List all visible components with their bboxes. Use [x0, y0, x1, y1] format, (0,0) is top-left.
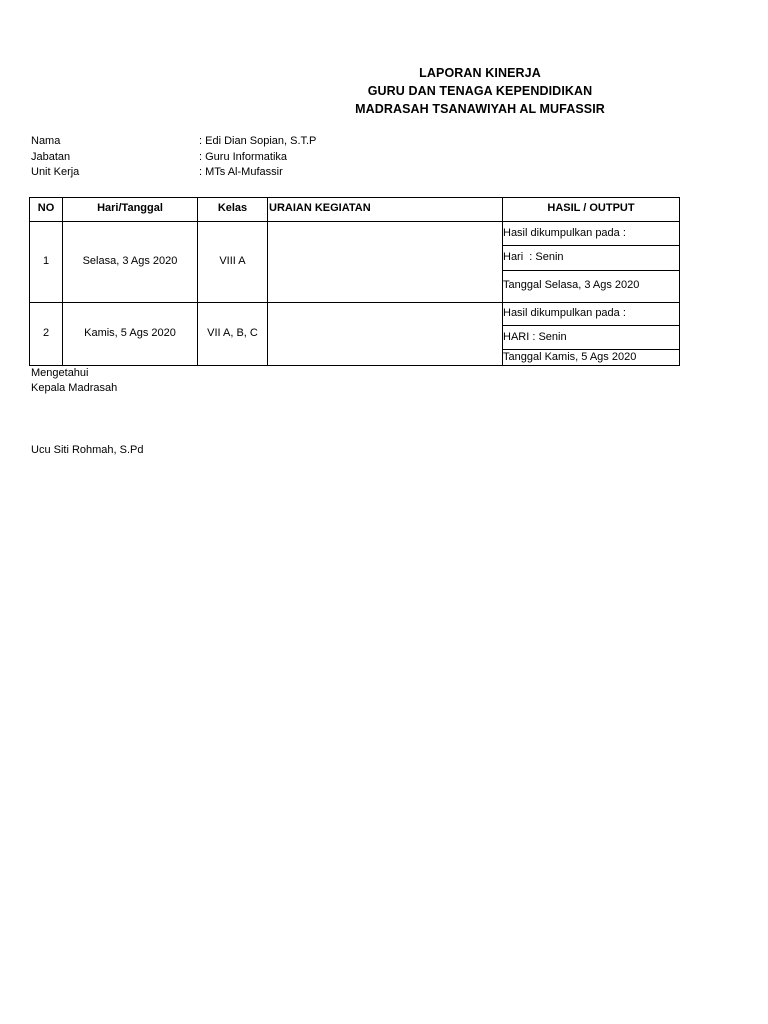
table-border-left [29, 197, 30, 366]
row1-hari-tanggal: Selasa, 3 Ags 2020 [82, 255, 178, 267]
table-border-top [29, 197, 680, 198]
header-hasil: HASIL / OUTPUT [547, 202, 635, 214]
hasil-subline [502, 325, 680, 326]
nama-value: : Edi Dian Sopian, S.T.P [199, 135, 317, 147]
header-hari-tanggal: Hari/Tanggal [97, 202, 163, 214]
col-divider [267, 197, 268, 366]
hasil-subline [502, 270, 680, 271]
table-border-right [679, 197, 680, 366]
row2-hasil-line3: Tanggal Kamis, 5 Ags 2020 [503, 351, 637, 363]
header-no: NO [37, 202, 55, 214]
report-subtitle: GURU DAN TENAGA KEPENDIDIKAN [367, 84, 593, 98]
header-uraian: URAIAN KEGIATAN [269, 202, 371, 214]
kepala-madrasah-label: Kepala Madrasah [31, 382, 118, 394]
nama-label: Nama [31, 135, 61, 147]
row2-hasil-line1: Hasil dikumpulkan pada : [503, 307, 626, 319]
hasil-subline [502, 245, 680, 246]
col-divider [197, 197, 198, 366]
row2-hasil-line2: HARI : Senin [503, 331, 567, 343]
signatory-name: Ucu Siti Rohmah, S.Pd [31, 444, 144, 456]
jabatan-value: : Guru Informatika [199, 151, 288, 163]
row1-hasil-line1: Hasil dikumpulkan pada : [503, 227, 626, 239]
header-kelas: Kelas [217, 202, 248, 214]
table-border-bottom [29, 365, 680, 366]
row2-no: 2 [42, 327, 50, 339]
row1-hasil-line3: Tanggal Selasa, 3 Ags 2020 [503, 279, 640, 291]
row1-hasil-line2: Hari : Senin [503, 251, 564, 263]
hasil-subline [502, 349, 680, 350]
row2-hari-tanggal: Kamis, 5 Ags 2020 [84, 327, 176, 339]
row2-kelas: VII A, B, C [207, 327, 258, 339]
jabatan-label: Jabatan [31, 151, 71, 163]
row1-kelas: VIII A [219, 255, 246, 267]
row-divider [29, 302, 680, 303]
report-title: LAPORAN KINERJA [419, 66, 541, 80]
unit-kerja-label: Unit Kerja [31, 166, 80, 178]
header-divider [29, 221, 680, 222]
unit-kerja-value: : MTs Al-Mufassir [199, 166, 283, 178]
row1-no: 1 [42, 255, 50, 267]
mengetahui-label: Mengetahui [31, 367, 89, 379]
school-name: MADRASAH TSANAWIYAH AL MUFASSIR [355, 102, 605, 116]
col-divider [62, 197, 63, 366]
